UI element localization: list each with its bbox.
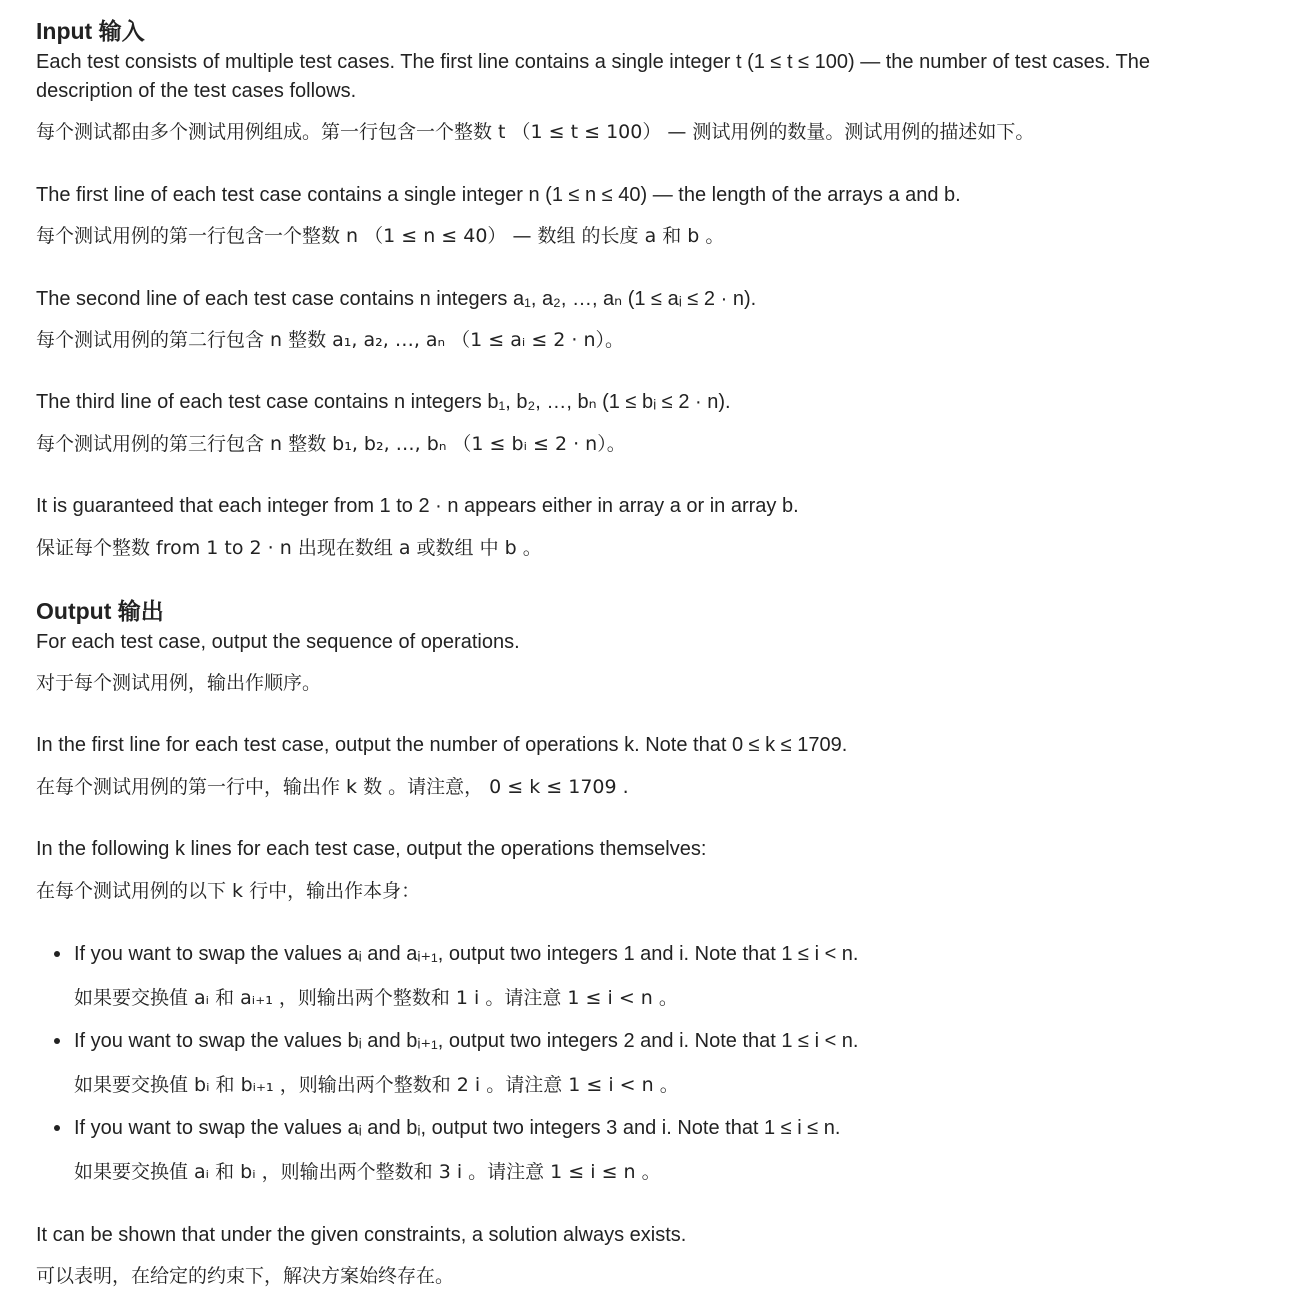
bullet-dot [54, 1038, 60, 1044]
input-line-zh-2: 每个测试用例的第一行包含一个整数 n （1 ≤ n ≤ 40） — 数组 的长度 a 和 b 。 [36, 225, 725, 247]
input-line-en-4: The second line of each test case contains n integers a₁, a₂, …, aₙ (1 ≤ aᵢ ≤ 2 · n). [36, 288, 757, 310]
input-line-en-5: The third line of each test case contains n integers b₁, b₂, …, bₙ (1 ≤ bᵢ ≤ 2 · n). [36, 391, 731, 413]
bullet-3-zh: 如果要交换值 aᵢ 和 bᵢ ，则输出两个整数和 3 i 。请注意 1 ≤ i ≤ n 。 [74, 1161, 661, 1183]
bullet-1-zh: 如果要交换值 aᵢ 和 aᵢ₊₁ ，则输出两个整数和 1 i 。请注意 1 ≤ i < n 。 [74, 987, 678, 1009]
output-line-en-3: In the following k lines for each test case, output the operations themselves: [36, 838, 707, 860]
input-line-en-1: Each test consists of multiple test cases. The first line contains a single integer t (1 ≤ t ≤ 100) — the number of test cases. The [36, 51, 1150, 73]
output-heading: Output 输出 [36, 598, 164, 624]
output-line-en-2: In the first line for each test case, output the number of operations k. Note that 0 ≤ k ≤ 1709. [36, 734, 848, 756]
output-line-zh-1: 对于每个测试用例，输出作顺序。 [36, 672, 322, 694]
output-line-en-1: For each test case, output the sequence of operations. [36, 631, 520, 653]
output-line-zh-3: 在每个测试用例的以下 k 行中，输出作本身： [36, 880, 421, 902]
output-line-zh-2: 在每个测试用例的第一行中，输出作 k 数 。请注意， 0 ≤ k ≤ 1709 . [36, 776, 629, 798]
input-line-en-6: It is guaranteed that each integer from 1 to 2 · n appears either in array a or in array b. [36, 495, 799, 517]
bullet-1-en: If you want to swap the values aᵢ and aᵢ₊₁, output two integers 1 and i. Note that 1 ≤ i < n. [74, 943, 859, 965]
input-heading: Input 输入 [36, 18, 145, 44]
closing-line-zh: 可以表明，在给定的约束下，解决方案始终存在。 [36, 1265, 455, 1287]
input-line-zh-4: 每个测试用例的第三行包含 n 整数 b₁, b₂, …, bₙ （1 ≤ bᵢ ≤ 2 · n）。 [36, 433, 626, 455]
bullet-3-en: If you want to swap the values aᵢ and bᵢ, output two integers 3 and i. Note that 1 ≤ i ≤ n. [74, 1117, 841, 1139]
input-line-en-2: description of the test cases follows. [36, 80, 357, 102]
input-line-zh-5: 保证每个整数 from 1 to 2 · n 出现在数组 a 或数组 中 b 。 [36, 537, 542, 559]
closing-line-en: It can be shown that under the given constraints, a solution always exists. [36, 1224, 687, 1246]
bullet-2-en: If you want to swap the values bᵢ and bᵢ₊₁, output two integers 2 and i. Note that 1 ≤ i < n. [74, 1030, 859, 1052]
input-line-zh-1: 每个测试都由多个测试用例组成。第一行包含一个整数 t （1 ≤ t ≤ 100） — 测试用例的数量。测试用例的描述如下。 [36, 121, 1035, 143]
input-line-en-3: The first line of each test case contains a single integer n (1 ≤ n ≤ 40) — the length of the arrays a and b. [36, 184, 961, 206]
bullet-dot [54, 1125, 60, 1131]
input-line-zh-3: 每个测试用例的第二行包含 n 整数 a₁, a₂, …, aₙ （1 ≤ aᵢ ≤ 2 · n）。 [36, 329, 625, 351]
bullet-dot [54, 951, 60, 957]
bullet-2-zh: 如果要交换值 bᵢ 和 bᵢ₊₁ ，则输出两个整数和 2 i 。请注意 1 ≤ i < n 。 [74, 1074, 679, 1096]
